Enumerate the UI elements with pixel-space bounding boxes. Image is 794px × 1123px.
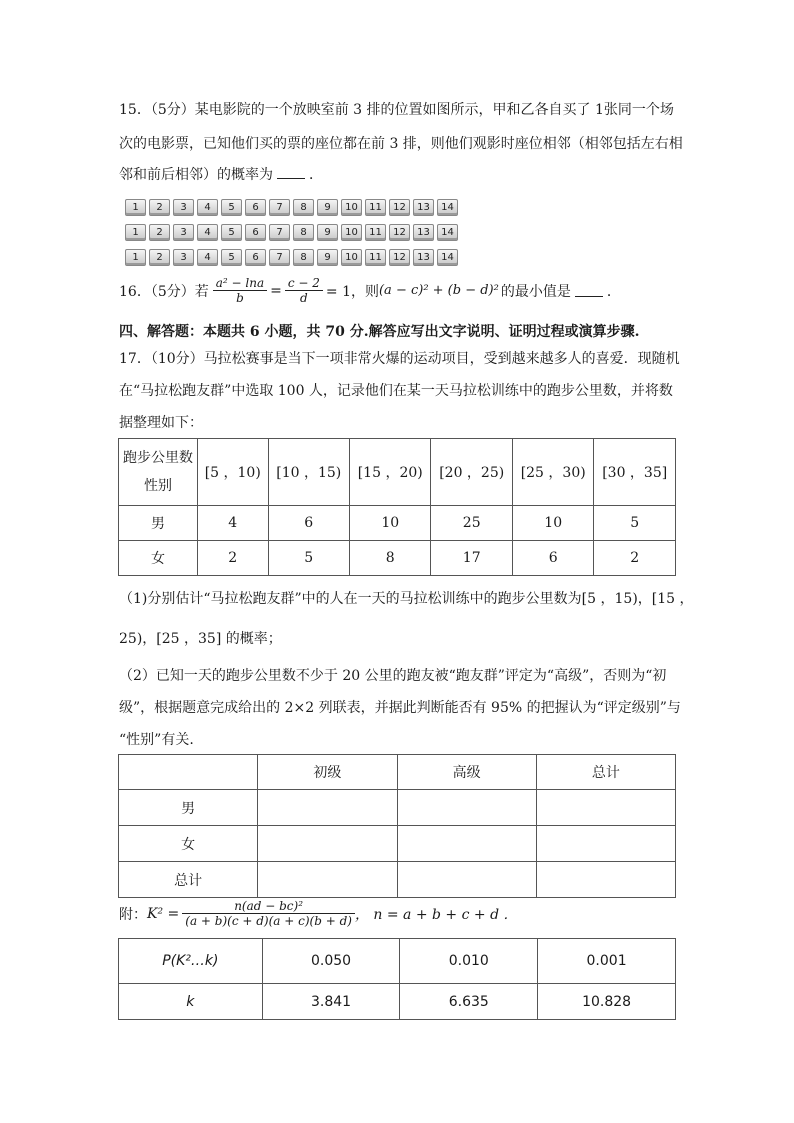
q15-line-1: 15．（5分）某电影院的一个放映室前 3 排的位置如图所示，甲和乙各自买了 1张同一个场 bbox=[119, 102, 674, 118]
table-cell: 6.635 bbox=[400, 984, 538, 1020]
table-cell: 6 bbox=[268, 506, 349, 541]
seat: 9 bbox=[317, 249, 338, 266]
q17-part1-line-2: 25)，[25 ，35] 的概率； bbox=[119, 631, 282, 647]
col-header-advanced: 高级 bbox=[397, 755, 536, 790]
q16-suffix: 的最小值是 bbox=[500, 283, 571, 300]
row-label: 总计 bbox=[119, 862, 258, 898]
q17-line-3: 据整理如下： bbox=[119, 415, 203, 431]
k2-fraction bbox=[182, 899, 355, 928]
seat: 8 bbox=[293, 249, 314, 266]
table-cell: 4 bbox=[198, 506, 269, 541]
q16-fraction-1-den: b bbox=[236, 291, 244, 305]
q17-line-1: 17．（10分）马拉松赛事是当下一项非常火爆的运动项目，受到越来越多人的喜爱．现随机 bbox=[119, 351, 680, 367]
header-gender: 性别 bbox=[144, 478, 172, 494]
q16-fraction-2-num: c − 2 bbox=[285, 276, 323, 291]
seat: 3 bbox=[173, 199, 194, 216]
seat: 1 bbox=[125, 199, 146, 216]
seat: 3 bbox=[173, 249, 194, 266]
contingency-row-male bbox=[119, 790, 676, 826]
row-label: 男 bbox=[119, 506, 198, 541]
table-row-female bbox=[119, 541, 676, 576]
seat: 9 bbox=[317, 199, 338, 216]
seat: 6 bbox=[245, 249, 266, 266]
contingency-corner bbox=[119, 755, 258, 790]
seat: 10 bbox=[341, 199, 362, 216]
seat: 12 bbox=[389, 224, 410, 241]
q16-end: ． bbox=[606, 283, 621, 300]
table-corner-header bbox=[119, 439, 198, 506]
table-cell: 10 bbox=[512, 506, 593, 541]
empty-cell bbox=[397, 826, 536, 862]
col-header: [30 ，35] bbox=[594, 439, 676, 506]
table-header-row bbox=[119, 439, 676, 506]
seat: 4 bbox=[197, 224, 218, 241]
empty-cell bbox=[397, 790, 536, 826]
seat: 11 bbox=[365, 224, 386, 241]
seat: 1 bbox=[125, 249, 146, 266]
k2-fraction-den: (a + b)(c + d)(a + c)(b + d) bbox=[185, 914, 352, 928]
appendix-formula bbox=[119, 899, 518, 928]
n-expression: ， n = a + b + c + d ． bbox=[354, 906, 518, 923]
k-label: k bbox=[119, 984, 263, 1020]
seat: 10 bbox=[341, 224, 362, 241]
col-header: [20 ，25) bbox=[431, 439, 512, 506]
seat: 4 bbox=[197, 249, 218, 266]
seat: 11 bbox=[365, 249, 386, 266]
q17-part2-line-2: 级”，根据题意完成给出的 2×2 列联表，并据此判断能否有 95% 的把握认为“评定级别”与 bbox=[119, 700, 681, 716]
empty-cell bbox=[397, 862, 536, 898]
seat: 2 bbox=[149, 199, 170, 216]
row-label: 男 bbox=[119, 790, 258, 826]
answer-blank bbox=[277, 166, 305, 179]
empty-cell bbox=[536, 862, 675, 898]
answer-blank bbox=[575, 284, 603, 297]
running-distance-table bbox=[118, 438, 676, 576]
q17-part1-line-1: （1)分别估计“马拉松跑友群”中的人在一天的马拉松训练中的跑步公里数为[5 ，15)，[15 ， bbox=[119, 591, 694, 607]
contingency-table bbox=[118, 754, 676, 898]
seat: 4 bbox=[197, 199, 218, 216]
seat: 3 bbox=[173, 224, 194, 241]
col-header: [25 ，30) bbox=[512, 439, 593, 506]
contingency-row-total bbox=[119, 862, 676, 898]
k2-fraction-num: n(ad − bc)² bbox=[182, 899, 355, 914]
empty-cell bbox=[258, 862, 397, 898]
q16-fraction-2-den: d bbox=[300, 291, 308, 305]
col-header: [10 ，15) bbox=[268, 439, 349, 506]
seat: 14 bbox=[437, 199, 458, 216]
k2-symbol: K² = bbox=[147, 905, 180, 922]
seat: 13 bbox=[413, 199, 434, 216]
table-cell: 0.010 bbox=[400, 939, 538, 984]
table-cell: 10.828 bbox=[538, 984, 676, 1020]
col-header: [15 ，20) bbox=[349, 439, 430, 506]
seat: 5 bbox=[221, 224, 242, 241]
q16-eq1: = 1，则 bbox=[325, 283, 379, 300]
seat: 11 bbox=[365, 199, 386, 216]
row-label: 女 bbox=[119, 541, 198, 576]
probability-row bbox=[119, 939, 676, 984]
q16-equals: = bbox=[270, 282, 282, 299]
empty-cell bbox=[536, 826, 675, 862]
critical-value-table bbox=[118, 938, 676, 1020]
seat: 14 bbox=[437, 249, 458, 266]
q17-line-2: 在“马拉松跑友群”中选取 100 人，记录他们在某一天马拉松训练中的跑步公里数，并将数 bbox=[119, 383, 673, 399]
table-cell: 3.841 bbox=[262, 984, 400, 1020]
seat: 5 bbox=[221, 249, 242, 266]
q16-expression: (a − c)² + (b − d)² bbox=[378, 283, 499, 298]
table-row-male bbox=[119, 506, 676, 541]
seat: 7 bbox=[269, 249, 290, 266]
seat-row-3 bbox=[125, 249, 458, 267]
q17-part2-line-3: “性别”有关. bbox=[119, 732, 194, 748]
table-cell: 2 bbox=[198, 541, 269, 576]
q17-part2-line-1: （2）已知一天的跑步公里数不少于 20 公里的跑友被“跑友群”评定为“高级”，否则为“初 bbox=[119, 668, 667, 684]
q16 bbox=[119, 276, 621, 305]
q16-fraction-1 bbox=[213, 276, 267, 305]
empty-cell bbox=[258, 826, 397, 862]
seat: 8 bbox=[293, 199, 314, 216]
seat: 13 bbox=[413, 249, 434, 266]
q15-line-2: 次的电影票，已知他们买的票的座位都在前 3 排，则他们观影时座位相邻（相邻包括左右相 bbox=[119, 136, 683, 152]
q16-prefix: 16．（5分）若 bbox=[119, 283, 209, 300]
seat: 7 bbox=[269, 224, 290, 241]
seat: 5 bbox=[221, 199, 242, 216]
seat-row-2 bbox=[125, 224, 458, 242]
table-cell: 0.050 bbox=[262, 939, 400, 984]
q15-line-3 bbox=[119, 165, 323, 185]
seat: 2 bbox=[149, 249, 170, 266]
table-cell: 2 bbox=[594, 541, 676, 576]
col-header-elementary: 初级 bbox=[258, 755, 397, 790]
appendix-label: 附： bbox=[119, 906, 147, 923]
table-cell: 5 bbox=[268, 541, 349, 576]
seat: 13 bbox=[413, 224, 434, 241]
row-label: 女 bbox=[119, 826, 258, 862]
seat: 12 bbox=[389, 199, 410, 216]
seat: 1 bbox=[125, 224, 146, 241]
probability-label: P(K²…k) bbox=[119, 939, 263, 984]
q16-fraction-1-num: a² − lna bbox=[213, 276, 267, 291]
contingency-header-row bbox=[119, 755, 676, 790]
col-header: [5 ，10) bbox=[198, 439, 269, 506]
table-cell: 10 bbox=[349, 506, 430, 541]
table-cell: 6 bbox=[512, 541, 593, 576]
header-distance: 跑步公里数 bbox=[123, 450, 193, 466]
seat: 12 bbox=[389, 249, 410, 266]
k-row bbox=[119, 984, 676, 1020]
col-header-total: 总计 bbox=[536, 755, 675, 790]
q15-line-3-text: 邻和前后相邻）的概率为 bbox=[119, 167, 273, 183]
q16-fraction-2 bbox=[285, 276, 323, 305]
empty-cell bbox=[536, 790, 675, 826]
seat: 6 bbox=[245, 199, 266, 216]
seat: 8 bbox=[293, 224, 314, 241]
seat-row-1 bbox=[125, 199, 458, 217]
seat: 9 bbox=[317, 224, 338, 241]
table-cell: 0.001 bbox=[538, 939, 676, 984]
table-cell: 5 bbox=[594, 506, 676, 541]
table-cell: 17 bbox=[431, 541, 512, 576]
seat: 14 bbox=[437, 224, 458, 241]
seat: 10 bbox=[341, 249, 362, 266]
empty-cell bbox=[258, 790, 397, 826]
section-4-heading: 四、解答题：本题共 6 小题，共 70 分.解答应写出文字说明、证明过程或演算步骤. bbox=[119, 324, 640, 340]
contingency-row-female bbox=[119, 826, 676, 862]
seat: 6 bbox=[245, 224, 266, 241]
table-cell: 25 bbox=[431, 506, 512, 541]
q15-line-3-end: ． bbox=[309, 167, 323, 183]
table-cell: 8 bbox=[349, 541, 430, 576]
seat: 7 bbox=[269, 199, 290, 216]
seat: 2 bbox=[149, 224, 170, 241]
